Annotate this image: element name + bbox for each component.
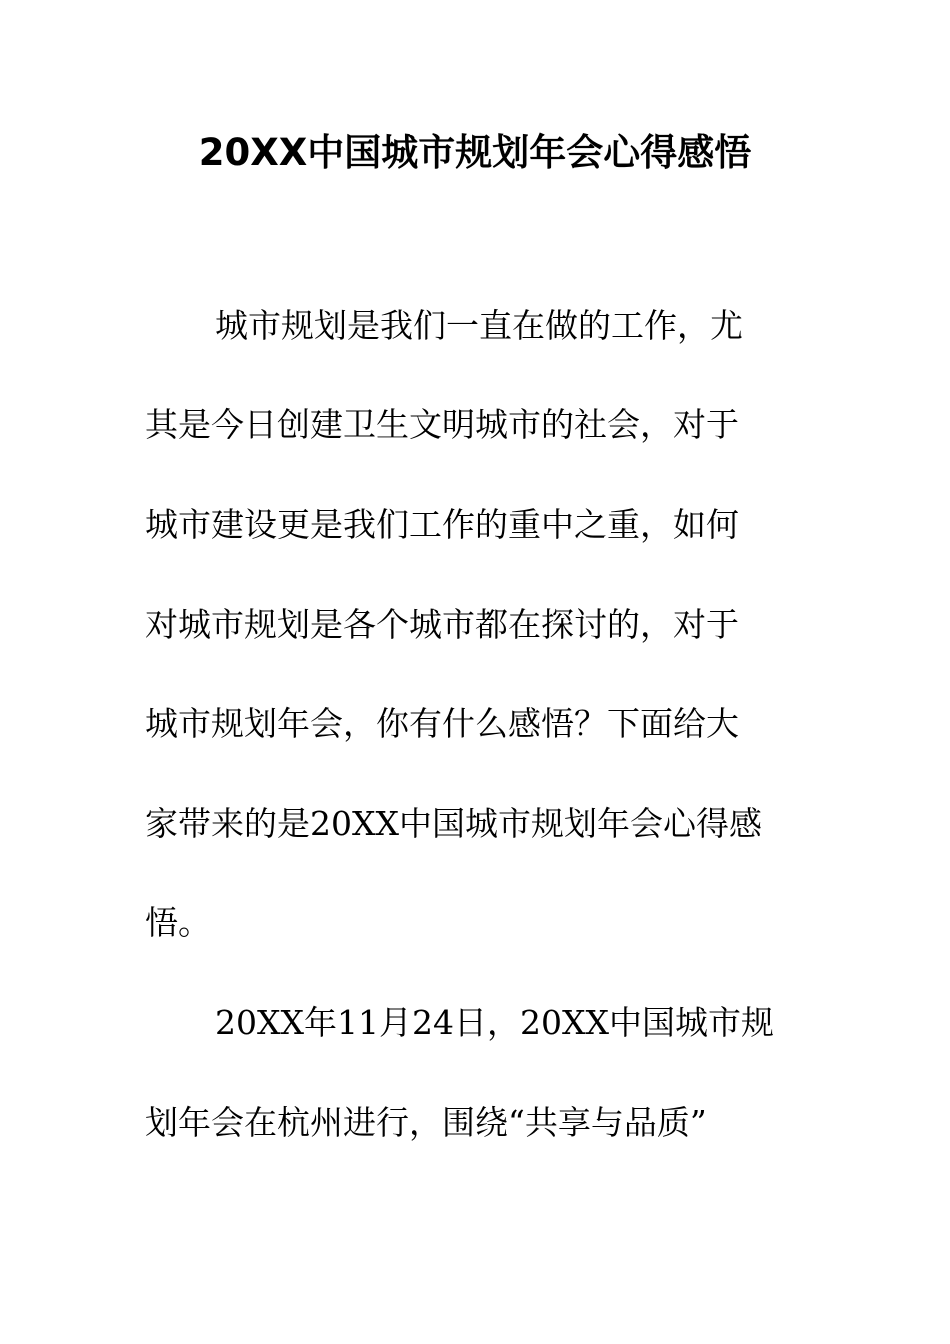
paragraph-1-line-7: 悟。 bbox=[145, 903, 211, 942]
paragraph-1-line-2: 其是今日创建卫生文明城市的社会，对于 bbox=[145, 405, 739, 444]
paragraph-2-line-2: 划年会在杭州进行，围绕“共享与品质” bbox=[145, 1103, 707, 1142]
paragraph-1-line-5: 城市规划年会，你有什么感悟？下面给大 bbox=[145, 704, 739, 743]
paragraph-2-line-1: 20XX年11月24日，20XX中国城市规 bbox=[215, 1003, 774, 1042]
paragraph-1-line-1: 城市规划是我们一直在做的工作，尤 bbox=[215, 306, 743, 345]
document-title: 20XX中国城市规划年会心得感悟 bbox=[198, 131, 752, 174]
paragraph-1-line-6: 家带来的是20XX中国城市规划年会心得感 bbox=[145, 804, 762, 843]
paragraph-1-line-3: 城市建设更是我们工作的重中之重，如何 bbox=[145, 505, 739, 544]
paragraph-1-line-4: 对城市规划是各个城市都在探讨的，对于 bbox=[145, 605, 739, 644]
